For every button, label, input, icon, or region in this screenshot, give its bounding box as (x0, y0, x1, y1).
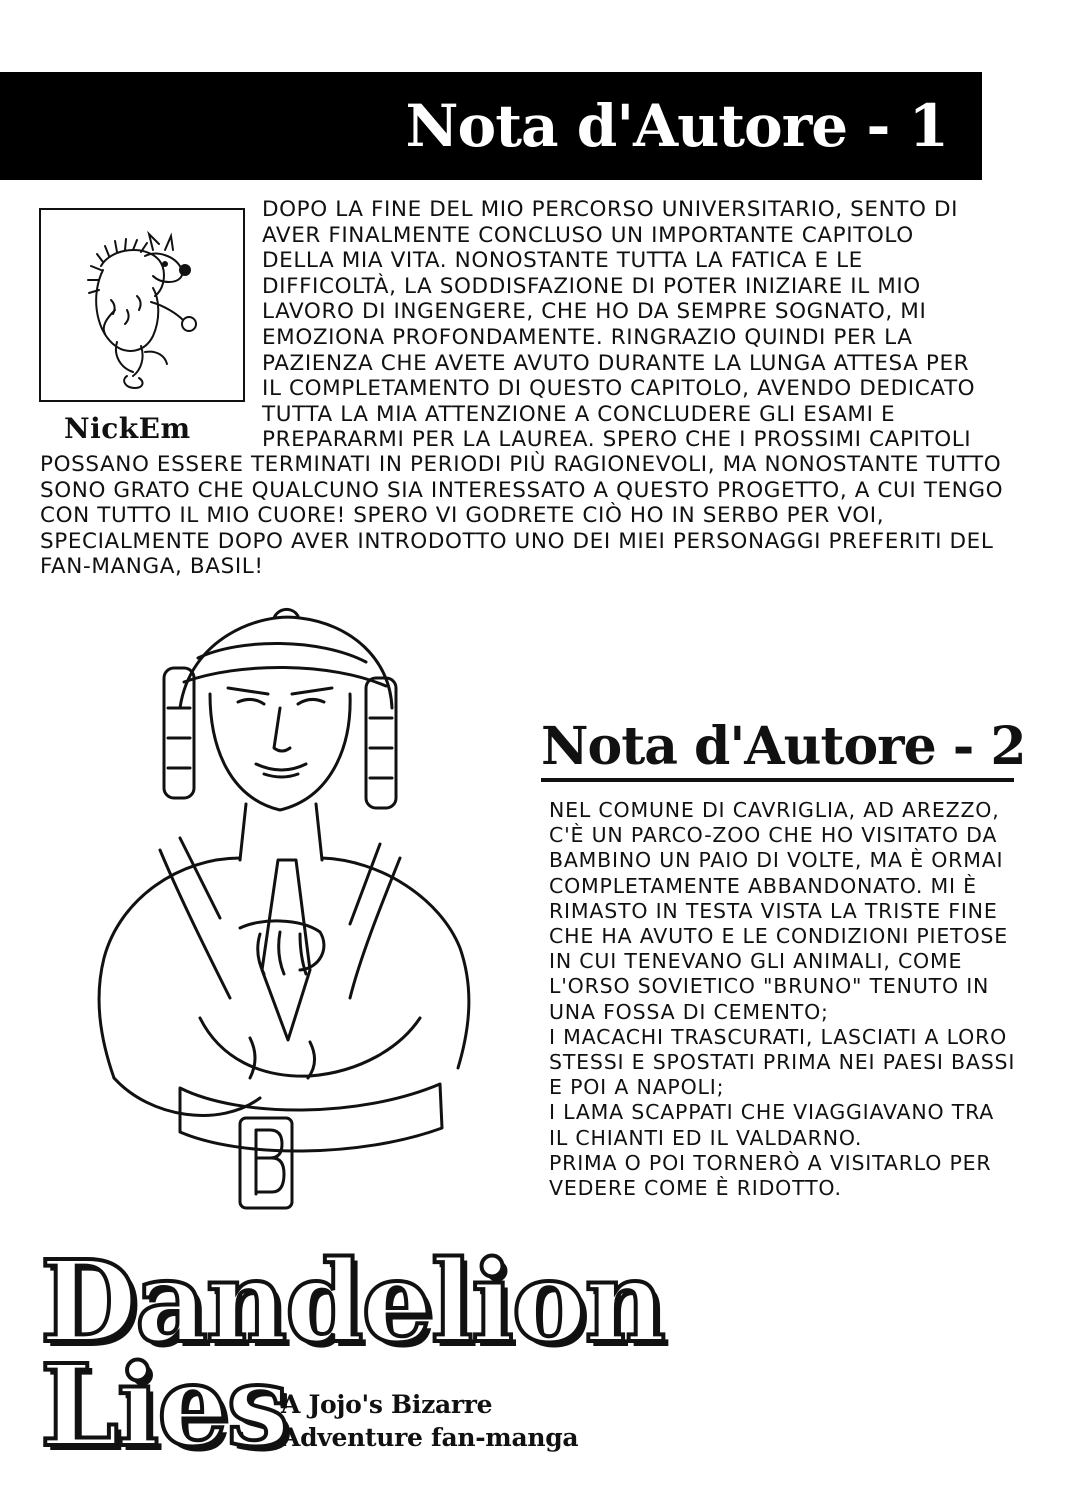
logo-subtitle-line1: A Jojo's Bizarre (281, 1390, 493, 1419)
note2-title: Nota d'Autore - 2 (541, 716, 1026, 777)
logo-title-word1: Dandelion (40, 1237, 664, 1368)
author-avatar (39, 208, 245, 402)
hedgehog-character-icon (41, 210, 243, 400)
logo-title-word2: Lies (40, 1341, 288, 1472)
logo-subtitle-line2: Adventure fan-manga (281, 1423, 579, 1452)
note1-intro-text: DOPO LA FINE DEL MIO PERCORSO UNIVERSITARIO, SENTO DI AVER FINALMENTE CONCLUSO UN IMPORTANTE CAPITOLO DELLA MIA VITA. NONOSTANTE TUTTA LA FATICA E LE DIFFICOLTÀ, LA SODDISFAZIONE DI POTER INIZIARE IL MIO LAVORO DI INGENGERE, CHE HO DA SEMPRE SOGNATO, MI EMOZIONA PROFONDAMENTE. RINGRAZIO QUINDI PER LA PAZIENZA CHE AVETE AVUTO DURANTE LA LUNGA ATTESA PER IL COMPLETAMENTO DI QUESTO CAPITOLO, AVENDO DEDICATO TUTTA LA MIA ATTENZIONE A CONCLUDERE GLI ESAMI E PREPARARMI PER LA LAUREA. SPERO CHE I PROSSIMI CAPITOLI (262, 197, 976, 453)
note2-body-text: NEL COMUNE DI CAVRIGLIA, AD AREZZO, C'È UN PARCO-ZOO CHE HO VISITATO DA BAMBINO UN PAIO DI VOLTE, MA È ORMAI COMPLETAMENTE ABBANDONATO. MI È RIMASTO IN TESTA VISTA LA TRISTE FINE CHE HA AVUTO E LE CONDIZIONI PIETOSE IN CUI TENEVANO GLI ANIMALI, COME L'ORSO SOVIETICO "BRUNO" TENUTO IN UNA FOSSA DI CEMENTO; I MACACHI TRASCURATI, LASCIATI A LORO STESSI E SPOSTATI PRIMA NEI PAESI BASSI E POI A NAPOLI; I LAMA SCAPPATI CHE VIAGGIAVANO TRA IL CHIANTI ED IL VALDARNO. PRIMA O POI TORNERÒ A VISITARLO PER VEDERE COME È RIDOTTO. (549, 798, 1016, 1201)
note1-continued-text: POSSANO ESSERE TERMINATI IN PERIODI PIÙ RAGIONEVOLI, MA NONOSTANTE TUTTO SONO GRATO CHE QUALCUNO SIA INTERESSATO A QUESTO PROGETTO, A CUI TENGO CON TUTTO IL MIO CUORE! SPERO VI GODRETE CIÒ HO IN SERBO PER VOI, SPECIALMENTE DOPO AVER INTRODOTTO UNO DEI MIEI PERSONAGGI PREFERITI DEL FAN-MANGA, BASIL! (40, 452, 1004, 580)
author-name: NickEm (64, 412, 191, 445)
header-banner (0, 72, 982, 180)
note2-title-underline (541, 778, 1014, 782)
note1-title: Nota d'Autore - 1 (405, 92, 948, 160)
logo-subtitle (281, 1388, 578, 1454)
character-illustration (60, 598, 520, 1238)
